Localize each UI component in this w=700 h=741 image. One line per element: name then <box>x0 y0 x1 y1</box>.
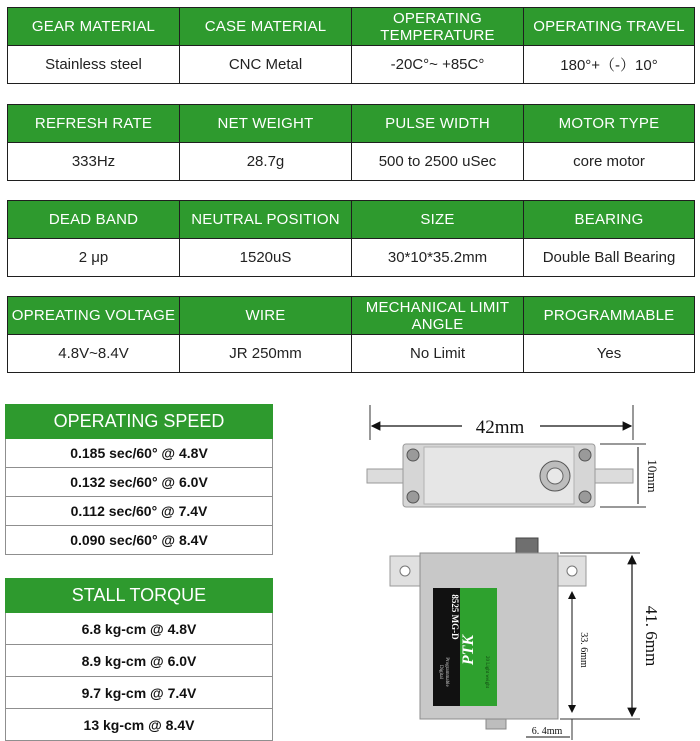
header-dead-band: DEAD BAND <box>8 201 180 239</box>
servo-label-line3: 20 Light weight <box>484 656 489 688</box>
value-neutral-position: 1520uS <box>180 239 352 277</box>
servo-label-brand: PTK <box>460 634 477 666</box>
header-case-material: CASE MATERIAL <box>180 8 352 46</box>
dimension-top-width: 42mm <box>475 417 525 438</box>
value-size: 30*10*35.2mm <box>352 239 524 277</box>
header-operating-voltage: OPREATING VOLTAGE <box>8 297 180 335</box>
servo-top-view <box>367 405 660 507</box>
value-motor-type: core motor <box>524 143 695 181</box>
servo-front-view <box>390 538 661 740</box>
torque-row: 13 kg-cm @ 8.4V <box>6 709 273 741</box>
header-motor-type: MOTOR TYPE <box>524 105 695 143</box>
header-pulse-width: PULSE WIDTH <box>352 105 524 143</box>
torque-row: 8.9 kg-cm @ 6.0V <box>6 645 273 677</box>
header-net-weight: NET WEIGHT <box>180 105 352 143</box>
speed-row: 0.185 sec/60° @ 4.8V <box>6 439 273 468</box>
value-mechanical-limit-angle: No Limit <box>352 335 524 373</box>
value-operating-travel: 180°+（-）10° <box>524 46 695 84</box>
header-programmable: PROGRAMMABLE <box>524 297 695 335</box>
header-mechanical-limit-angle: MECHANICAL LIMIT ANGLE <box>352 297 524 335</box>
value-pulse-width: 500 to 2500 uSec <box>352 143 524 181</box>
value-bearing: Double Ball Bearing <box>524 239 695 277</box>
torque-row: 6.8 kg-cm @ 4.8V <box>6 613 273 645</box>
speed-row: 0.112 sec/60° @ 7.4V <box>6 497 273 526</box>
value-case-material: CNC Metal <box>180 46 352 84</box>
torque-row: 9.7 kg-cm @ 7.4V <box>6 677 273 709</box>
value-net-weight: 28.7g <box>180 143 352 181</box>
header-operating-temperature: OPERATING TEMPERATURE <box>352 8 524 46</box>
dimension-top-height: 10mm <box>645 459 660 493</box>
dimension-front-height: 41. 6mm <box>642 605 661 667</box>
value-wire: JR 250mm <box>180 335 352 373</box>
servo-label-line2: Programmable <box>444 657 449 687</box>
header-wire: WIRE <box>180 297 352 335</box>
value-dead-band: 2 μp <box>8 239 180 277</box>
header-neutral-position: NEUTRAL POSITION <box>180 201 352 239</box>
value-operating-temperature: -20C°~ +85C° <box>352 46 524 84</box>
value-programmable: Yes <box>524 335 695 373</box>
speed-row: 0.090 sec/60° @ 8.4V <box>6 526 273 555</box>
header-size: SIZE <box>352 201 524 239</box>
value-gear-material: Stainless steel <box>8 46 180 84</box>
stall-torque-title: STALL TORQUE <box>6 579 273 613</box>
servo-label-line1: Digital <box>438 665 443 679</box>
value-operating-voltage: 4.8V~8.4V <box>8 335 180 373</box>
header-operating-travel: OPERATING TRAVEL <box>524 8 695 46</box>
dimension-front-inner: 33. 6mm <box>578 632 589 668</box>
dimension-front-bottom: 6. 4mm <box>531 726 563 737</box>
header-bearing: BEARING <box>524 201 695 239</box>
header-gear-material: GEAR MATERIAL <box>8 8 180 46</box>
speed-row: 0.132 sec/60° @ 6.0V <box>6 468 273 497</box>
header-refresh-rate: REFRESH RATE <box>8 105 180 143</box>
value-refresh-rate: 333Hz <box>8 143 180 181</box>
operating-speed-title: OPERATING SPEED <box>6 405 273 439</box>
servo-label-model: 8525 MG-D <box>450 594 460 640</box>
